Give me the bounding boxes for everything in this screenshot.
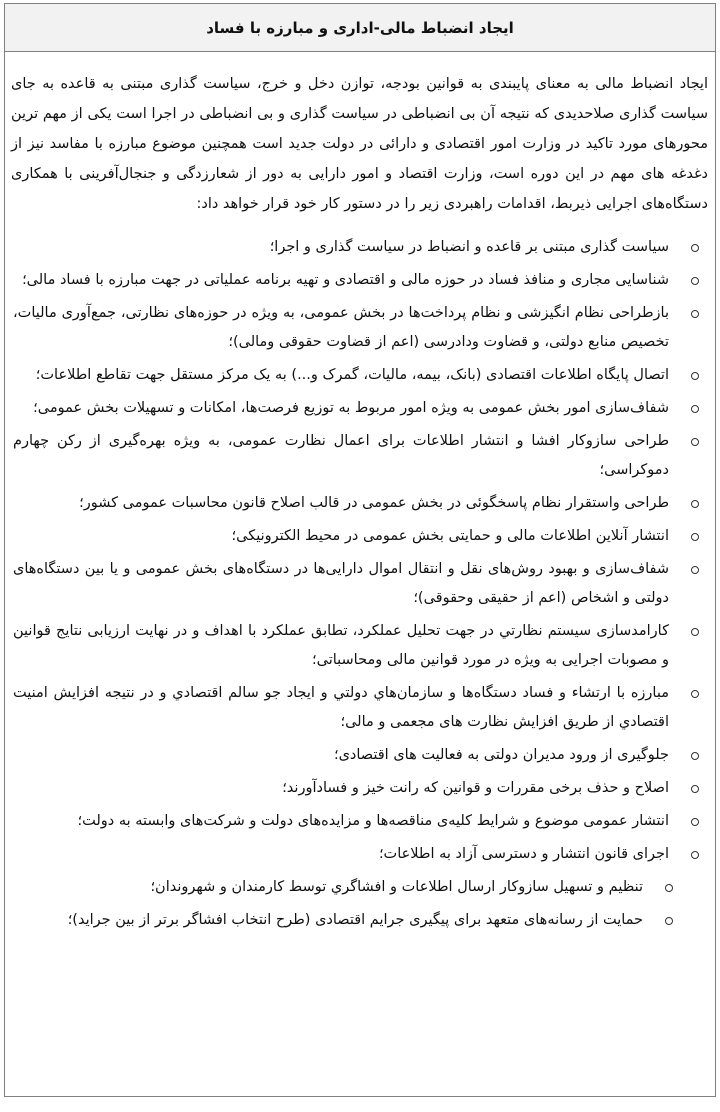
bullet-circle-icon [691, 405, 699, 413]
list-item [13, 394, 703, 423]
bullet-circle-icon [691, 372, 699, 380]
bullet-circle-icon [691, 566, 699, 574]
bullet-circle-icon [691, 851, 699, 859]
list-item-text: طراحی سازوکار افشا و انتشار اطلاعات برای اعمال نظارت عمومی، به ویژه بهره‌گیری از رکن چهارم دموکراسی؛ [13, 433, 669, 478]
action-list [5, 233, 715, 935]
list-item-text: شفاف‌سازی امور بخش عمومی به ویژه امور مربوط به توزیع فرصت‌ها، امکانات و تسهیلات بخش عمومی؛ [33, 400, 669, 416]
bullet-circle-icon [691, 785, 699, 793]
list-item-text: مبارزه با ارتشاء و فساد دستگاه‌ها و سازمان‌هاي دولتي و ایجاد جو سالم اقتصادي و در نتیجه افزایش امنیت اقتصادي از طریق افزایش نظارت های مجعمی و مالی؛ [13, 685, 669, 730]
list-item [13, 679, 703, 737]
list-item-text: سیاست گذاری مبتنی بر قاعده و انضباط در سیاست گذاری و اجرا؛ [269, 239, 669, 255]
list-item [13, 807, 703, 836]
bullet-circle-icon [691, 628, 699, 636]
sub-list-item-text: تنظیم و تسهیل سازوکار ارسال اطلاعات و افشاگري توسط کارمندان و شهروندان؛ [150, 879, 643, 895]
list-item [13, 427, 703, 485]
list-item [13, 555, 703, 613]
list-item-text: انتشار عمومی موضوع و شرایط کلیه‌ی مناقصه‌ها و مزایده‌های دولت و شرکت‌های وابسته به دولت؛ [77, 813, 669, 829]
intro-paragraph: ایجاد انضباط مالی به معنای پایبندی به قوانین بودجه، توازن دخل و خرج، سیاست گذاری مبتنی به قاعده به جای سیاست گذاری صلاحدیدی که نتیجه آن بی انضباطی در سیاست گذاری و بی انضباطی در اجرا است یکی از مهم ترین محورهای مورد تاکید در وزارت امور اقتصادی و دارائی در دولت جدید است همچنین موضوع مبارزه با مفاسد نیز از دغدغه های مهم در این دوره است، وزارت اقتصاد و امور دارایی به دور از شعارزدگی و جنجال‌آفرینی با همکاری دستگاه‌های اجرایی ذیربط، اقدامات راهبردی زیر را در دستور کار خود قرار خواهد داد: [11, 76, 708, 212]
bullet-circle-icon [665, 917, 673, 925]
document-title: ایجاد انضباط مالی-اداری و مبارزه با فساد [5, 4, 715, 52]
list-item [13, 266, 703, 295]
list-item-text: اصلاح و حذف برخی مقررات و قوانین که رانت خیز و فسادآورند؛ [282, 780, 669, 796]
list-item-text: انتشار آنلاین اطلاعات مالی و حمایتی بخش عمومی در محیط الکترونیکی؛ [231, 528, 669, 544]
list-item [13, 741, 703, 770]
list-item [13, 774, 703, 803]
list-item-text: طراحی واستقرار نظام پاسخگوئی در بخش عمومی در قالب اصلاح قانون محاسبات عمومی کشور؛ [79, 495, 669, 511]
list-item-text: اجرای قانون انتشار و دسترسی آزاد به اطلاعات؛ [378, 846, 669, 862]
bullet-circle-icon [691, 818, 699, 826]
list-item-text: شناسایی مجاری و منافذ فساد در حوزه مالی و اقتصادی و تهیه برنامه عملیاتی در جهت مبارزه با فساد مالی؛ [22, 272, 669, 288]
bullet-circle-icon [691, 277, 699, 285]
list-item-text: بازطراحی نظام انگیزشی و نظام پرداخت‌ها در بخش عمومی، به ویژه در حوزه‌های نظارتی، جمع‌آوری مالیات، تخصیص منابع دولتی، و قضاوت ودادرسی (اعم از قضاوت حقوقی ومالی)؛ [13, 305, 669, 350]
list-item [13, 617, 703, 675]
document-box [4, 3, 716, 1097]
list-item [13, 522, 703, 551]
sub-list-item-text: حمایت از رسانه‌های متعهد برای پیگیری جرایم اقتصادی (طرح انتخاب افشاگر برتر از بین جراید)؛ [67, 912, 643, 928]
list-item [13, 233, 703, 262]
list-item [13, 299, 703, 357]
list-item [13, 361, 703, 390]
bullet-circle-icon [691, 500, 699, 508]
list-item-text: شفاف‌سازی و بهبود روش‌های نقل و انتقال اموال دارایی‌ها در دستگاه‌های بخش عمومی و یا بین دستگاه‌های دولتی و اشخاص (اعم از حقیقی وحقوقی)؛ [13, 561, 669, 606]
list-item-text: کارامدسازی سیستم نظارتي در جهت تحلیل عملکرد، تطابق عملکرد با اهداف و در نهایت ارزیابی نتایج قوانین و مصوبات اجرایی به ویژه در مورد قوانین مالی ومحاسباتی؛ [13, 623, 669, 668]
list-item-text: اتصال پایگاه اطلاعات اقتصادی (بانک، بیمه، مالیات، گمرک و...) به یک مرکز مستقل جهت تقاطع اطلاعات؛ [35, 367, 669, 383]
bullet-circle-icon [665, 884, 673, 892]
sub-list-item [13, 906, 703, 935]
list-item [13, 840, 703, 869]
bullet-circle-icon [691, 533, 699, 541]
bullet-circle-icon [691, 438, 699, 446]
sub-list-item [13, 873, 703, 902]
list-item [13, 489, 703, 518]
bullet-circle-icon [691, 244, 699, 252]
list-item-text: جلوگیری از ورود مدیران دولتی به فعالیت های اقتصادی؛ [333, 747, 669, 763]
bullet-circle-icon [691, 310, 699, 318]
bullet-circle-icon [691, 752, 699, 760]
bullet-circle-icon [691, 690, 699, 698]
